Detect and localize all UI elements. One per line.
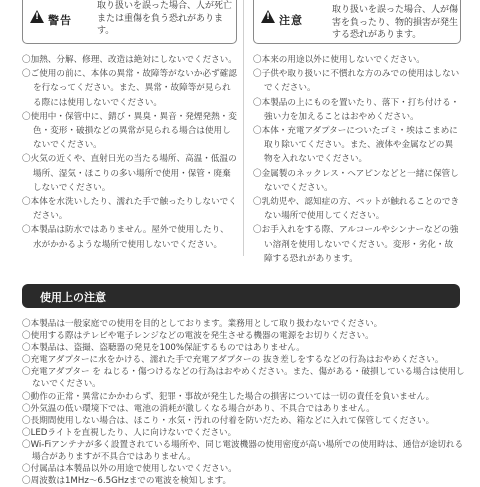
list-item: 〇火気の近くや、直射日光の当たる場所、高温・低温の場所、湿気・ほこりの多い場所で使用・保管・廃棄しないでください。: [22, 154, 237, 193]
list-item: 〇充電アダプターに水をかける、濡れた手で充電アダプターの 抜き差しをするなどの行為はおやめください。: [22, 355, 444, 366]
list-item: 〇ご使用の前に、本体の異常・故障等がないか必ず確認を行なってください。また、異常・故障等が見られる際には使用しないでください。: [22, 69, 237, 108]
list-item: 〇金属製のネックレス・ヘアピンなどと一緒に保管しないでください。: [253, 168, 459, 193]
exclamation-glyph: !: [35, 12, 40, 22]
caution-list: [253, 53, 461, 266]
usage-list: [22, 318, 468, 487]
list-item: 〇長期間使用しない場合は、ほこり・水気・汚れの付着を防いだため、箱などに入れて保管してください。: [22, 415, 435, 426]
list-item: 〇乳幼児や、認知症の方、ペットが触れることのできない場所で使用してください。: [253, 197, 460, 222]
list-item: 〇使用中・保管中に、錆び・異臭・異音・発煙発熱・変色・変形・破損などの異常が見られる場合は使用しないでください。: [22, 111, 237, 151]
list-item: 〇本製品は、盗撮、盗聴器の発見を100%保証するものではありません。: [22, 343, 305, 354]
column-divider: [243, 0, 244, 256]
list-item: 〇子供や取り扱いに不慣れな方のみでの使用はしないでください。: [253, 69, 460, 94]
list-item: 〇Wi-Fiアンテナが多く設置されている場所や、同じ電波機器の使用密度が高い場所での使用時は、通信が途切れる場合がありますが不具合ではありません。: [22, 439, 464, 463]
list-item: 〇本製品は一般家庭での使用を目的としております。業務用として取り扱わないでください。: [22, 319, 383, 329]
list-item: 〇LEDライトを直視したり、人に向けないでください。: [22, 427, 237, 438]
list-item: 〇本製品の上にものを置いたり、落下・打ち付ける・強い力を加えることはおやめください。: [253, 97, 460, 122]
caution-section: [253, 0, 461, 266]
usage-title: 使用上の注意: [40, 291, 106, 304]
caution-message: 取り扱いを誤った場合、人が傷害を負ったり、物的損害が発生する恐れがあります。: [332, 5, 459, 40]
caution-triangle-icon: [261, 10, 275, 23]
caution-title: 注意: [279, 14, 303, 27]
list-item: 〇お手入れをする際、アルコールやシンナーなどの強い溶剤を使用しないでください。変形・劣化・故障する恐れがあります。: [253, 225, 459, 264]
warning-title: 警告: [48, 14, 72, 27]
warning-section: [22, 0, 237, 252]
list-item: 〇本製品は防水ではありません。屋外で使用したり、水がかかるような場所で使用しないでください。: [22, 225, 229, 250]
list-item: 〇外気温の低い環境下では、電池の消耗が激しくなる場合があり、不具合ではありません。: [22, 403, 375, 414]
caution-header-box: [253, 0, 461, 44]
list-item: 〇動作の正常・異常にかかわらず、犯罪・事故が発生した場合の損害については一切の責任を負いません。: [22, 391, 435, 402]
list-item: 〇充電アダプター を ねじる・傷つけるなどの行為はおやめください。また、傷がある・破損している場合は使用しないでください。: [22, 367, 465, 390]
usage-header-bar: [22, 284, 460, 308]
exclamation-glyph: !: [266, 12, 271, 22]
list-item: 〇使用する際はテレビや電子レンジなどの電波を発生させる機器の電源をお切りください。: [22, 331, 374, 342]
list-item: 〇付属品は本製品以外の用途で使用しないでください。: [22, 464, 237, 475]
list-item: 〇本来の用途以外に使用しないでください。: [253, 55, 425, 65]
list-item: 〇加熱、分解、修理、改造は絶対にしないでください。: [22, 55, 237, 65]
warning-list: [22, 53, 237, 252]
warning-triangle-icon: [30, 10, 44, 23]
warning-header-box: [22, 0, 237, 44]
warning-message: 取り扱いを誤った場合、人が死亡または重傷を負う恐れがあります。: [97, 1, 233, 36]
list-item: 〇本体・充電アダプターについたゴミ・埃はこまめに取り除いてください。また、液体や金属などの異物を入れないでください。: [253, 126, 458, 165]
list-item: 〇周波数は1MHz～6.5GHzまでの電波を検知します。: [22, 476, 232, 487]
list-item: 〇本体を水洗いしたり、濡れた手で触ったりしないでください。: [22, 197, 237, 222]
